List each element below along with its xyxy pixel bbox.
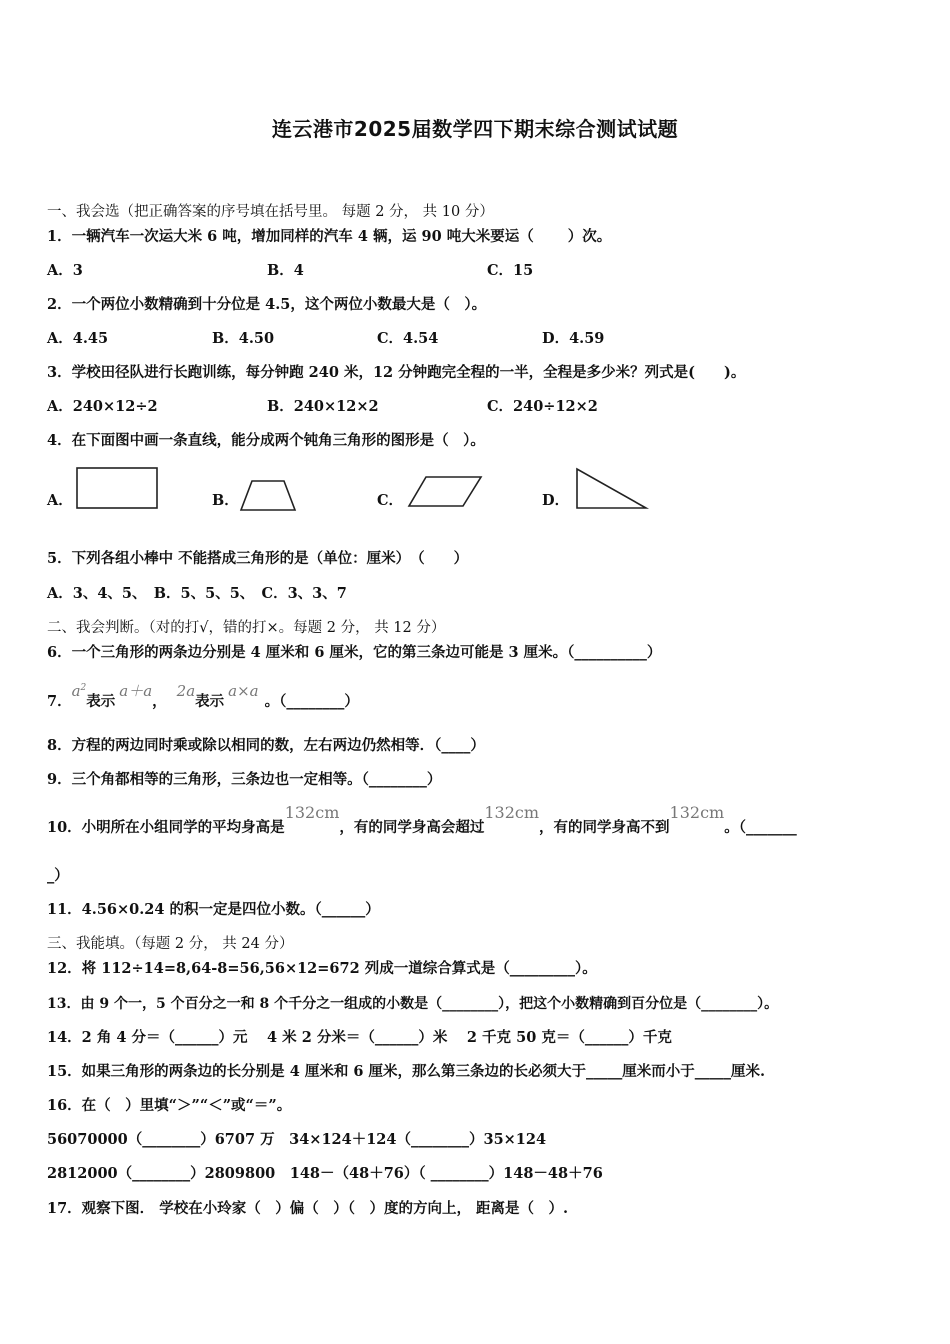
q7-represents-1: 表示: [86, 693, 116, 710]
q4-option-c: C．: [377, 492, 404, 509]
question-6: 6．一个三角形的两条边分别是 4 厘米和 6 厘米，它的第三条边可能是 3 厘米。（__________）: [47, 644, 662, 661]
question-13: 13．由 9 个一，5 个百分之一和 8 个千分之一组成的小数是（________），把这个小数精确到百分位是（________）。: [47, 996, 779, 1012]
question-16: 16．在（ ）里填“＞”“＜”或“＝”。: [47, 1097, 292, 1114]
question-8: 8．方程的两边同时乘或除以相同的数，左右两边仍然相等．（____）: [47, 737, 485, 754]
q1-option-a: A．3: [47, 262, 83, 279]
q16-row-2: 2812000（________）2809800 148－（48＋76）（ ________）148－48＋76: [47, 1165, 603, 1182]
section-2-heading: 二、我会判断。（对的打√，错的打×。每题 2 分， 共 12 分）: [47, 620, 446, 636]
question-11: 11．4.56×0.24 的积一定是四位小数。（______）: [47, 901, 380, 918]
q1-option-c: C．15: [487, 262, 534, 279]
question-12: 12．将 112÷14=8,64-8=56,56×12=672 列成一道综合算式是（_________）。: [47, 960, 597, 977]
q10-part-2: ，有的同学身高会超过: [339, 819, 485, 836]
q3-option-c: C．240÷12×2: [487, 398, 598, 415]
q7-number: 7．: [47, 693, 72, 710]
question-5: 5．下列各组小棒中 不能搭成三角形的是（单位：厘米） （ ）: [47, 550, 469, 567]
question-14: 14．2 角 4 分＝（______）元 4 米 2 分米＝（______）米 2 千克 50 克＝（______）千克: [47, 1029, 672, 1046]
q10-height-3: 132cm: [669, 803, 725, 822]
parallelogram-figure: [406, 474, 484, 510]
q7-two-a: 2a: [176, 682, 196, 700]
q7-blank: 。（________）: [264, 693, 359, 710]
rectangle-figure: [74, 465, 160, 511]
q2-option-b: B．4.50: [212, 330, 275, 347]
question-7: [47, 680, 359, 714]
question-4: 4．在下面图中画一条直线，能分成两个钝角三角形的图形是（ ）。: [47, 432, 485, 449]
q10-part-3: ，有的同学身高不到: [539, 819, 670, 836]
question-3: 3．学校田径队进行长跑训练，每分钟跑 240 米，12 分钟跑完全程的一半，全程是多少米？列式是( )。: [47, 364, 746, 381]
question-9: 9．三个角都相等的三角形，三条边也一定相等。（________）: [47, 771, 442, 788]
q10-height-2: 132cm: [484, 803, 540, 822]
question-10: [47, 803, 797, 839]
q3-option-a: A．240×12÷2: [47, 398, 158, 415]
q10-part-1: 10．小明所在小组同学的平均身高是: [47, 819, 285, 836]
q10-height-1: 132cm: [284, 803, 340, 822]
question-15: 15．如果三角形的两条边的长分别是 4 厘米和 6 厘米，那么第三条边的长必须大于_____厘米而小于_____厘米.: [47, 1063, 766, 1080]
q7-a-plus-a: a＋a: [119, 682, 153, 700]
q7-represents-2: 表示: [195, 693, 225, 710]
q4-option-d: D．: [542, 492, 570, 509]
q10-blank: 。（_______: [724, 819, 797, 836]
right-triangle-figure: [574, 466, 650, 512]
page-title: 连云港市2025届数学四下期末综合测试试题: [271, 117, 679, 141]
q1-option-b: B．4: [267, 262, 304, 279]
q7-comma: ，: [152, 693, 167, 710]
q2-option-d: D．4.59: [542, 330, 605, 347]
question-17: 17．观察下图． 学校在小玲家（ ）偏（ ）（ ）度的方向上， 距离是（ ）.: [47, 1200, 569, 1217]
section-3-heading: 三、我能填。（每题 2 分， 共 24 分）: [47, 936, 294, 952]
q10-blank-tail: _）: [47, 867, 69, 884]
question-2: 2．一个两位小数精确到十分位是 4.5，这个两位小数最大是（ ）。: [47, 296, 487, 313]
section-1-heading: 一、我会选（把正确答案的序号填在括号里。 每题 2 分， 共 10 分）: [47, 204, 494, 220]
q2-option-c: C．4.54: [377, 330, 439, 347]
question-1: 1．一辆汽车一次运大米 6 吨，增加同样的汽车 4 辆，运 90 吨大米要运（ ）次。: [47, 228, 612, 245]
q4-option-a: A．: [47, 492, 73, 509]
q7-a-times-a: a×a: [228, 682, 259, 700]
q16-row-1: 56070000（________）6707 万 34×124＋124（________）35×124: [47, 1131, 547, 1148]
q4-option-b: B．: [212, 492, 239, 509]
trapezoid-figure: [238, 478, 300, 514]
q7-a-squared: $a^2$: [71, 682, 87, 700]
q5-options: A．3、4、5、 B．5、5、5、 C．3、3、7: [47, 585, 347, 602]
q2-option-a: A．4.45: [47, 330, 109, 347]
q3-option-b: B．240×12×2: [267, 398, 379, 415]
